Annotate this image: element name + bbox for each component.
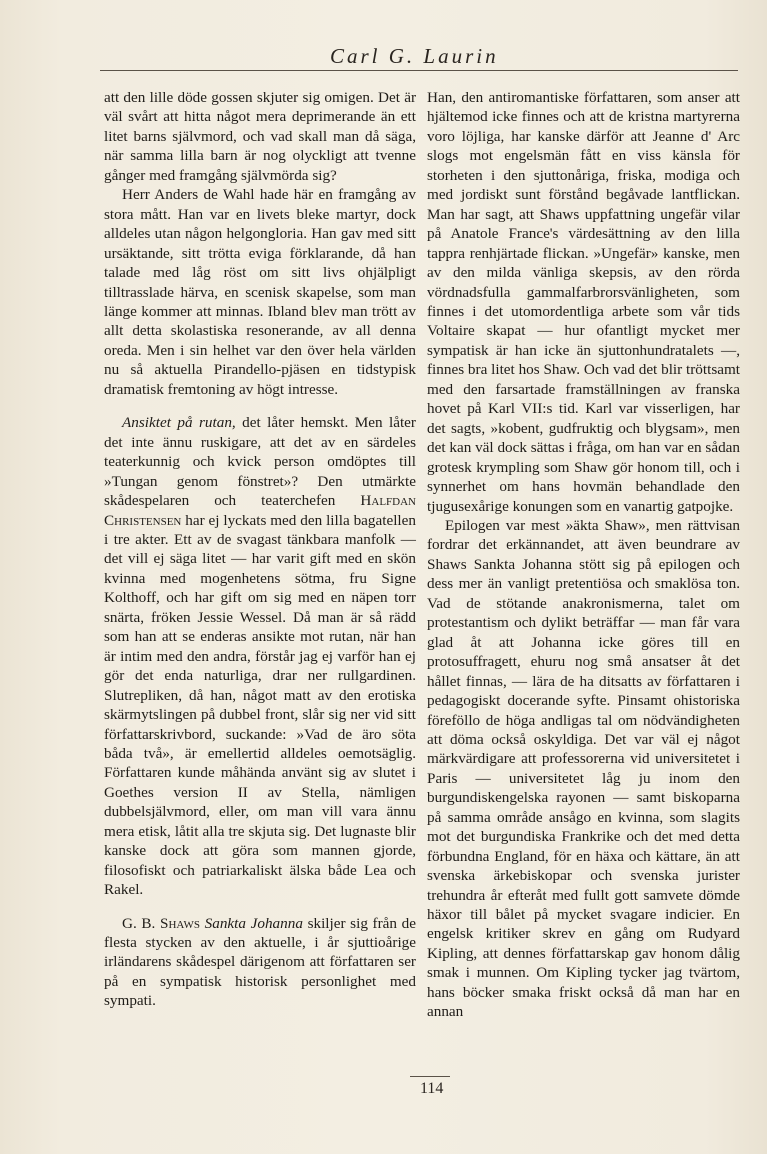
author-name: Shaws <box>160 914 200 932</box>
play-title: Ansiktet på rutan, <box>122 414 236 432</box>
right-paragraph-2: Epilogen var mest »äkta Shaw», men rättvisan fordrar det erkännandet, att även beundrare av Shaws Sankta Johanna stött sig på epilogen och dess mer än vanligt pretentiösa och smaklösa ton. Vad de stötande anakronismerna, talet om protestantism och dylikt beträffar — man får vara glad åt att Johanna icke göres till en protosuffragett, ehuru nog små ansatser åt det hållet finnas, — lära de ha ditsatts av författaren i pedagogiskt docerande syfte. Pinsamt ohistoriska föreföllo de höga andligas tal om nödvändigheten att döma också oskyldiga. Det var väl ej något märkvärdigare att professorerna vid universitetet i Paris — universitetet låg ju inom den burgundiskengelska rayonen — samt biskoparna på samma område ansågo en kvinna, som slagits mot det burgundiska Frankrike och det med detta förbundna England, för en häxa och kättare, än att svenska ärkebiskopar och svenska jurister trehundra år efteråt med fullt gott samvete dömde häxor till bålet på mycket svagare indicier. En engelsk kritiker skrev en gång om Rudyard Kipling, att dennes författarskap gav honom dålig smak i munnen. Om Kipling tycker jag tvärtom, hans böcker smaka friskt också då man har en annan <box>427 516 740 1021</box>
play-title: Sankta Johanna <box>204 914 303 932</box>
header-rule <box>100 70 738 71</box>
footer-rule <box>410 1076 450 1077</box>
right-paragraph-1: Han, den antiromantiske författaren, som anser att hjältemod icke finnes och att de kristna martyrerna voro löjliga, har kanske därför att Jeanne d' Arc slogs mot engelsmän fått en viss känsla för storheten i den sjuttonåriga, friska, modiga och med jordiskt sunt förstånd begåvade lantflickan. Man har sagt, att Shaws uppfattning ungefär vilar på Anatole France's värdesättning av den lilla tappra renhjärtade flickan. »Ungefär» kanske, men av den milda vänliga skepsis, av den rörda vördnadsfulla gammalfarbrorsvänligheten, som finnes i det utomordentliga arbete som vår tids Voltaire skapat — hur ofantligt mycket mer sympatisk är han icke än sjuttonhundratalets —, finnes bra litet hos Shaw. Och vad det blir tröttsamt med den farsartade framställningen av franska hovet på Karl VII:s tid. Karl var visserligen, har det sagts, »kobent, gudfruktig och blygsam», men det kan väl dock sättas i fråga, om han var en sådan grotesk krympling som Shaw gör honom till, och i synnerhet om hans hovmän behandlade den tjugusexårige konungen som en vanartig gatpojke. <box>427 89 740 515</box>
left-paragraph-4: G. B. Shaws Sankta Johanna skiljer sig från de flesta stycken av den aktuelle, i år sjuttioårige irländarens skådespel därigenom att författaren ser på en sympatisk historisk personlighet med sympati. <box>104 914 416 1010</box>
right-column <box>427 88 740 1022</box>
page-number: 114 <box>420 1080 444 1097</box>
left-paragraph-2: Herr Anders de Wahl hade här en framgång av stora mått. Han var en livets bleke martyr, dock alldeles utan någon helgongloria. Han gav med sitt ursäktande, sitt trötta eviga förklarande, då han talade med låg röst om sitt livs ohjälpligt tilltrasslade härva, en scenisk skapelse, som man länge kommer att minnas. Ibland blev man trött av allt detta skolastiska resonerande, av all denna oreda. Men i sin helhet var den över hela världen nu så aktuella Pirandello-pjäsen en tidstypisk dramatisk fremtoning av högt intresse. <box>104 186 416 398</box>
left-column <box>104 88 416 1011</box>
person-name: Halfdan Christensen <box>104 492 416 529</box>
running-head: Carl G. Laurin <box>330 44 499 68</box>
left-paragraph-3: Ansiktet på rutan, det låter hemskt. Men låter det inte ännu ruskigare, att det av en särdeles teaterkunnig och kvick person omdöptes till »Tungan genom fönstret»? Den utmärkte skådespelaren och teaterchefen Halfdan Christensen har ej lyckats med den lilla bagatellen i tre akter. Ett av de svagast tänkbara manfolk — det vill ej säga litet — har varit gift med en skön kvinna med mogenhetens sötma, fru Signe Kolthoff, och har gift om sig med en näpen torr snärta, fröken Jessie Wessel. Då man är så rädd som han att se enderas ansikte mot rutan, när han är intim med den andra, förstår jag ej varför han ej gör det enda naturliga, drar ner rullgardinen. Slutrepliken, då han, något matt av den erotiska skärmytslingen på dubbel front, slår sig ner vid sitt författarskrivbord, suckande: »Vad de äro söta båda två», är emellertid alldeles oemotsäglig. Författaren kunde måhända använt sig av slutet i Goethes version II av Stella, nämligen dubbelsjälvmord, eller, om man vill vara ännu mera etisk, låtit alla tre skjuta sig. Det lugnaste blir kanske dock att göra som mannen gjorde, filosofiskt och patriarkaliskt älska både Lea och Rakel. <box>104 414 416 899</box>
left-paragraph-1: att den lille döde gossen skjuter sig omigen. Det är väl svårt att hitta något mera deprimerande än ett litet barns självmord, och vad skall man då säga, när samma lilla barn är nog olyckligt att tvenne gånger med framgång självmörda sig? <box>104 89 416 184</box>
